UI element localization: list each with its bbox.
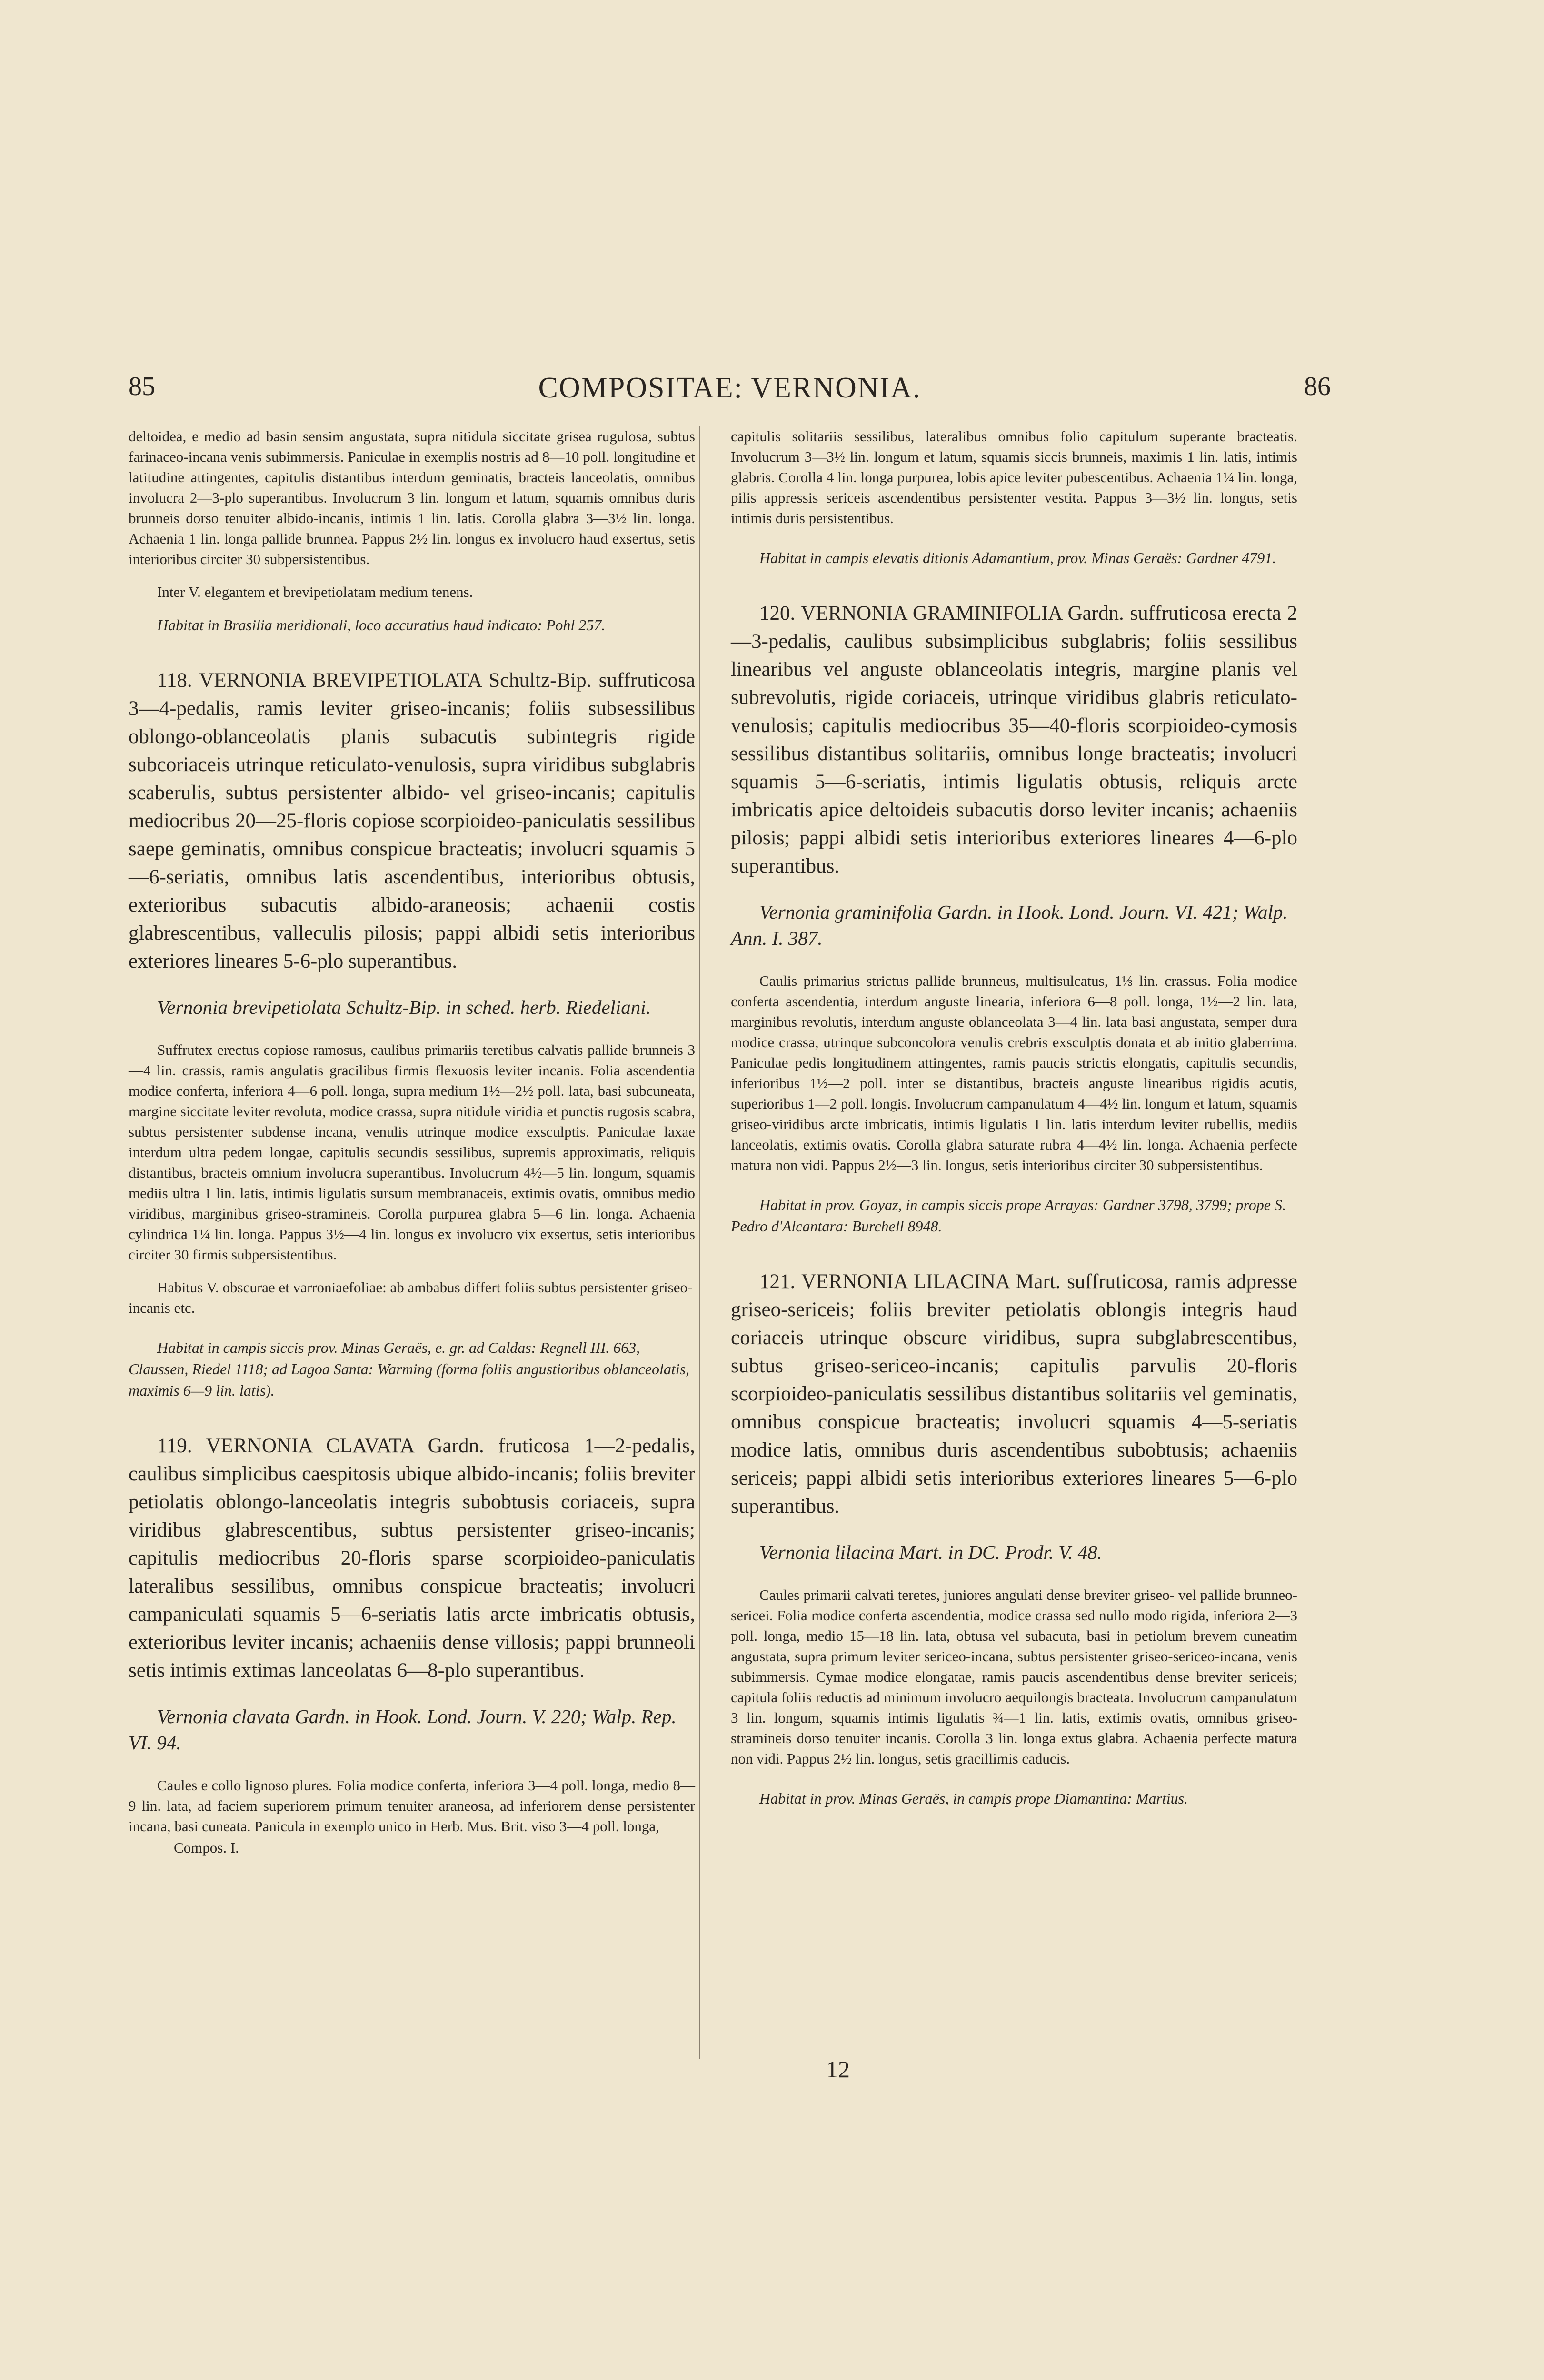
species-118-description: Suffrutex erectus copiose ramosus, caulibus primariis teretibus calvatis pallide brunneis 3—4 lin. crassis, ramis angulatis gracilibus firmis flexuosis leviter incanis. Folia ascendentia modice conferta, inferiora 4—6 poll. longa, supra medium 1½—2½ poll. lata, basi subcuneata, margine siccitate leviter revoluta, modice crassa, supra nitidule viridia et punctis rugosis scabra, subtus persistenter subdense incana, venulis utrinque modice exsculptis. Paniculae laxae interdum ultra pedem longae, capitulis secundis sessilibus, supremis approximatis, reliquis distantibus, bracteis omnium involucra superantibus. Involucrum 4½—5 lin. longum, squamis mediis ultra 1 lin. latis, intimis ligulatis sursum membranaceis, extimis ovatis, omnibus medio viridibus, marginibus griseo-stramineis. Corolla purpurea glabra 5—6 lin. longa. Achaenia cylindrica 1¼ lin. longa. Pappus 3½—4 lin. longus ex involucro vix exsertus, setis interioribus circiter 30 firmis subpersistentibus.: [129, 1041, 695, 1263]
species-121-reference: Vernonia lilacina Mart. in DC. Prodr. V. 48.: [759, 1541, 1102, 1563]
running-title: COMPOSITAE: VERNONIA.: [538, 372, 921, 404]
column-divider: [699, 426, 700, 2059]
species-120-heading: 120. VERNONIA GRAMINIFOLIA Gardn.: [759, 602, 1124, 625]
species-118-diagnosis: suffruticosa 3—4-pedalis, ramis leviter griseo-incanis; foliis subsessilibus oblongo-oblanceolatis planis subacutis subintegris rigide subcoriaceis utrinque reticulato-venulosis, supra viridibus subglabris scaberulis, subtus persistenter albido- vel griseo-incanis; capitulis mediocribus 20—25-floris copiose scorpioideo-paniculatis sessilibus saepe geminatis, omnibus conspicue bracteatis; involucri squamis 5—6-seriatis, omnibus latis ascendentibus, interioribus obtusis, exterioribus subacutis albido-araneosis; achaenii costis glabrescentibus, valleculis pilosis; pappi albidi setis interioribus exteriores lineares 5-6-plo superantibus.: [129, 669, 695, 972]
species-119-heading: 119. VERNONIA CLAVATA Gardn.: [157, 1435, 484, 1457]
species-121: [731, 1268, 1297, 1520]
species-119-description: Caules e collo lignoso plures. Folia modice conferta, inferiora 3—4 poll. longa, medio 8—9 lin. lata, ad faciem superiorem primum tenuiter araneosa, ad inferiorem dense persistenter incana, basi cuneata. Panicula in exemplo unico in Herb. Mus. Brit. viso 3—4 poll. longa,: [129, 1777, 695, 1835]
species-120-diagnosis: suffruticosa erecta 2—3-pedalis, caulibus subsimplicibus subglabris; foliis sessilibus linearibus vel anguste oblanceolatis integris, margine planis vel subrevolutis, rigide coriaceis, utrinque viridibus glabris reticulato-venulosis; capitulis mediocribus 35—40-floris scorpioideo-cymosis sessilibus distantibus solitariis, omnibus longe bracteatis; involucri squamis 5—6-seriatis, intimis ligulatis obtusis, reliquis arcte imbricatis apice deltoideis subacutis dorso leviter incanis; achaeniis pilosis; pappi albidi setis interioribus exteriores lineares 4—6-plo superantibus.: [731, 602, 1298, 877]
species-119-diagnosis: fruticosa 1—2-pedalis, caulibus simplicibus caespitosis ubique albido-incanis; foliis breviter petiolatis oblongo-lanceolatis integris subobtusis coriaceis, supra viridibus glabrescentibus, subtus persistenter griseo-incanis; capitulis mediocribus 20-floris sparse scorpioideo-paniculatis lateralibus sessilibus, omnibus conspicue bracteatis; involucri campaniculati squamis 5—6-seriatis latis arcte imbricatis obtusis, exterioribus leviter incanis; achaeniis dense villosis; pappi brunneoli setis intimis extimas lanceolatas 6—8-plo superantibus.: [129, 1435, 695, 1682]
species-120-habitat: Habitat in prov. Goyaz, in campis siccis prope Arrayas: Gardner 3798, 3799; prope S. Pedro d'Alcantara: Burchell 8948.: [731, 1196, 1286, 1235]
species-118-heading: 118. VERNONIA BREVIPETIOLATA Schultz-Bip.: [157, 669, 592, 692]
species-121-diagnosis: suffruticosa, ramis adpresse griseo-sericeis; foliis breviter petiolatis oblongis integris haud coriaceis utrinque obscure viridibus, supra subglabrescentibus, subtus griseo-sericeo-incanis; capitulis parvulis 20-floris scorpioideo-paniculatis sessilibus distantibus solitariis vel geminatis, omnibus conspicue bracteatis; involucri squamis 4—5-seriatis modice latis, omnibus duris ascendentibus subobtusis; achaeniis sericeis; pappi albidi setis interioribus exteriores lineares 5—6-plo superantibus.: [731, 1270, 1297, 1517]
continued-description-right: capitulis solitariis sessilibus, lateralibus omnibus folio capitulum superante bracteatis. Involucrum 3—3½ lin. longum et latum, squamis siccis brunneis, maximis 1 lin. latis, intimis glabris. Corolla 4 lin. longa purpurea, lobis apice leviter pubescentibus. Achaenia 1¼ lin. longa, pilis appressis sericeis ascendentibus persistenter vestita. Pappus 3—3½ lin. longus, setis intimis duris persistentibus.: [731, 428, 1297, 526]
species-118-note: Habitus V. obscurae et varroniaefoliae: ab ambabus differt foliis subtus persistenter griseo-incanis etc.: [129, 1279, 693, 1316]
species-121-heading: 121. VERNONIA LILACINA Mart.: [759, 1270, 1061, 1293]
right-column: [731, 426, 1297, 1809]
species-120: [731, 599, 1297, 880]
species-120-description: Caulis primarius strictus pallide brunneus, multisulcatus, 1⅓ lin. crassus. Folia modice conferta ascendentia, interdum anguste linearia, inferiora 6—8 poll. longa, 1½—2 lin. lata, marginibus revolutis, interdum anguste oblanceolata 3—4 lin. lata basi angustata, semper dura modice crassa, utrinque subconcolora venulis crebris exsculptis donata et ab initio glaberrima. Paniculae pedis longitudinem attingentes, ramis paucis strictis elongatis, capitulis secundis, inferioribus 1½—2 poll. inter se distantibus, bracteis anguste linearibus rigidis acutis, superioribus 1—2 poll. longis. Involucrum campanulatum 4—4½ lin. longum et latum, squamis griseo-viridibus arcte imbricatis, intimis ligulatis 1 lin. latis interdum leviter rubellis, mediis lanceolatis, extimis ovatis. Corolla glabra saturate rubra 4—4½ lin. longa. Achaenia perfecte matura non vidi. Pappus 2½—3 lin. longus, setis interioribus circiter 30 subpersistentibus.: [731, 972, 1297, 1173]
running-header: [129, 371, 1331, 414]
sheet-number: 12: [826, 2056, 850, 2082]
left-column: [129, 426, 695, 1856]
continued-description: deltoidea, e medio ad basin sensim angustata, supra nitidula siccitate grisea rugulosa, subtus farinaceo-incana venis subimmersis. Paniculae in exemplis nostris ad 8—10 poll. longitudine et latitudine attingentes, capitulis distantibus interdum geminatis, bracteis lanceolatis, omnibus involucra 2—3-plo superantibus. Involucrum 3 lin. longum et latum, squamis omnibus duris brunneis dorso tenuiter albido-incanis, intimis 1 lin. latis. Corolla glabra 3—3½ lin. longa. Achaenia 1 lin. longa pallide brunnea. Pappus 2½ lin. longus ex involucro haud exsertus, setis interioribus circiter 30 subpersistentibus.: [129, 428, 695, 567]
habitat-note-right: Habitat in campis elevatis ditionis Adamantium, prov. Minas Geraës: Gardner 4791.: [759, 549, 1276, 566]
signature-mark: Compos. I.: [174, 1839, 239, 1856]
species-118: [129, 666, 695, 975]
species-118-habitat: Habitat in campis siccis prov. Minas Geraës, e. gr. ad Caldas: Regnell III. 663, Claussen, Riedel 1118; ad Lagoa Santa: Warming (forma foliis angustioribus oblanceolatis, maximis 6—9 lin. latis).: [129, 1339, 690, 1399]
species-120-reference: Vernonia graminifolia Gardn. in Hook. Lond. Journ. VI. 421; Walp. Ann. I. 387.: [731, 901, 1288, 949]
species-121-description: Caules primarii calvati teretes, juniores angulati dense breviter griseo- vel pallide brunneo-sericei. Folia modice conferta ascendentia, modice crassa sed nullo modo rigida, inferiora 2—3 poll. longa, medio 15—18 lin. lata, obtusa vel subacuta, basi in petiolum brevem cuneatim angustata, supra primum leviter sericeo-incana, subtus persistenter griseo-sericeo-incana, venis subimmersis. Cymae modice elongatae, ramis paucis ascendentibus dense breviter sericeis; capitula foliis reductis ad minimum involucro aequilongis bracteata. Involucrum campanulatum 3 lin. longum, squamis intimis ligulatis ¾—1 lin. latis, extimis ovatis, omnibus griseo-stramineis dorso tenuiter incanis. Corolla 3 lin. longa extus glabra. Achaenia perfecte matura non vidi. Pappus 2½ lin. longus, setis gracillimis caducis.: [731, 1587, 1297, 1767]
page-number-right: 86: [1304, 372, 1331, 401]
species-121-habitat: Habitat in prov. Minas Geraës, in campis prope Diamantina: Martius.: [759, 1790, 1188, 1807]
species-119-reference: Vernonia clavata Gardn. in Hook. Lond. Journ. V. 220; Walp. Rep. VI. 94.: [129, 1706, 677, 1754]
habitat-note: Habitat in Brasilia meridionali, loco accuratius haud indicato: Pohl 257.: [157, 616, 606, 634]
species-118-reference: Vernonia brevipetiolata Schultz-Bip. in sched. herb. Riedeliani.: [157, 996, 651, 1018]
page-number-left: 85: [129, 372, 155, 401]
affinity-note: Inter V. elegantem et brevipetiolatam medium tenens.: [157, 584, 473, 600]
species-119: [129, 1432, 695, 1685]
